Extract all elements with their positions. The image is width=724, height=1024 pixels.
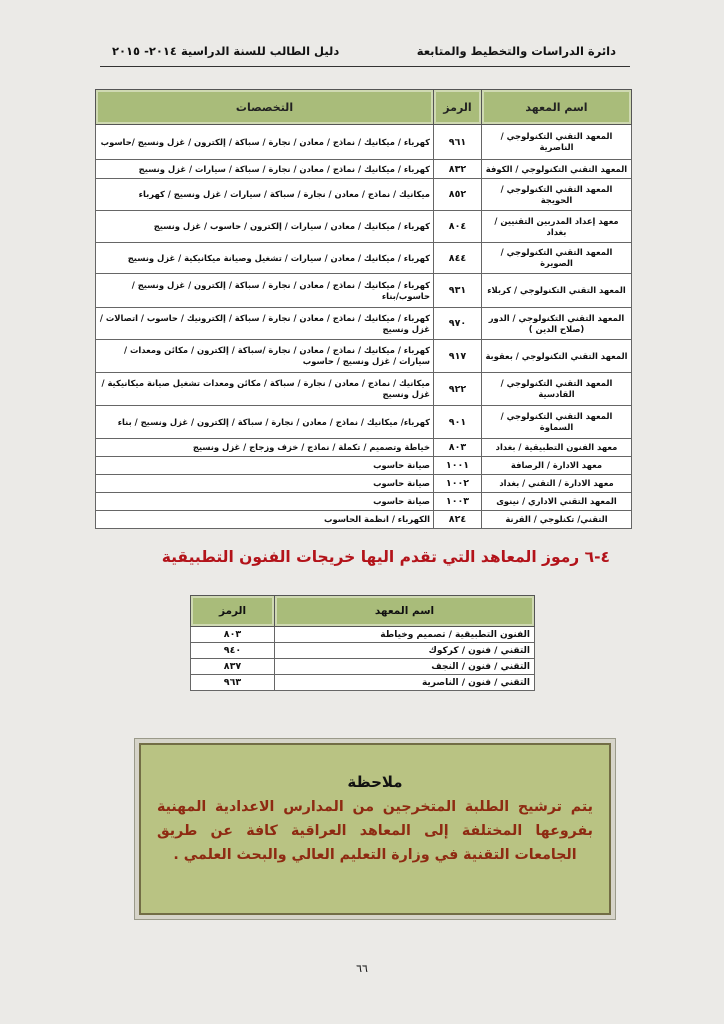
code-cell: ١٠٠١ xyxy=(434,457,482,475)
page-number: ٦٦ xyxy=(356,962,368,975)
specializations-cell: كهرباء / ميكانيك / معادن / سيارات / إلكترون / حاسوب / غزل ونسيج xyxy=(96,211,434,243)
table-row xyxy=(96,406,632,439)
institute-cell: المعهد التقني التكنولوجي / بعقوبة xyxy=(482,340,632,373)
table-row xyxy=(96,340,632,373)
institute-cell: المعهد التقني التكنولوجي / الناصرية xyxy=(482,125,632,160)
code-cell: ٩٦١ xyxy=(434,125,482,160)
table-row xyxy=(96,439,632,457)
institute-cell: التقني / فنون / الناصرية xyxy=(275,675,535,691)
specializations-cell: صيانة حاسوب xyxy=(96,475,434,493)
specializations-cell: كهرباء / ميكانيك / نماذج / معادن / نجارة /سباكة / إلكترون / مكائن ومعدات / سيارات / غزل ونسيج / حاسوب xyxy=(96,340,434,373)
table-row xyxy=(96,243,632,274)
section-title: ٤-٦ رموز المعاهد التي تقدم اليها خريجات الفنون التطبيقية xyxy=(161,548,610,566)
specializations-cell: كهرباء / ميكانيك / نماذج / معادن / نجارة / سباكة / إلكترون / غزل ونسيج /حاسوب xyxy=(96,125,434,160)
table-row xyxy=(96,211,632,243)
table-row xyxy=(96,511,632,529)
header-code: الرمز xyxy=(191,596,275,627)
code-cell: ٨٣٧ xyxy=(191,659,275,675)
institute-cell: معهد الادارة / التقني / بغداد xyxy=(482,475,632,493)
specializations-cell: خياطة وتصميم / تكملة / نماذج / خزف وزجاج / غزل ونسيج xyxy=(96,439,434,457)
applied-arts-institutes-table xyxy=(190,595,535,691)
institute-cell: المعهد التقني التكنولوجي / الحويجة xyxy=(482,179,632,211)
institute-cell: المعهد التقني التكنولوجي / القادسية xyxy=(482,373,632,406)
institute-cell: التقني / فنون / كركوك xyxy=(275,643,535,659)
table-row xyxy=(96,274,632,308)
note-body: يتم ترشيح الطلبة المتخرجين من المدارس الاعدادية المهنية بفروعها المختلفة إلى المعاهد العراقية كافة عن طريق الجامعات التقنية في وزارة التعليم العالي والبحث العلمي . xyxy=(157,799,593,863)
table-row xyxy=(96,493,632,511)
header-divider xyxy=(100,66,630,67)
code-cell: ٨٠٣ xyxy=(191,627,275,643)
specializations-cell: كهرباء / ميكانيك / نماذج / معادن / نجارة / سباكة / إلكترونيك / حاسوب / اتصالات / غزل ونسيج xyxy=(96,308,434,340)
header-institute: اسم المعهد xyxy=(482,90,632,125)
table-row xyxy=(96,475,632,493)
institute-cell: المعهد التقني التكنولوجي / السماوة xyxy=(482,406,632,439)
institute-cell: المعهد التقني الاداري / نينوى xyxy=(482,493,632,511)
header-specializations: التخصصات xyxy=(96,90,434,125)
note-title: ملاحظة xyxy=(347,773,403,791)
table-row xyxy=(191,643,535,659)
code-cell: ٨٣٢ xyxy=(434,160,482,179)
specializations-cell: ميكانيك / نماذج / معادن / نجارة / سباكة / سيارات / غزل ونسيج / كهرباء xyxy=(96,179,434,211)
code-cell: ٩٠١ xyxy=(434,406,482,439)
institute-cell: الفنون التطبيقية / تصميم وخياطة xyxy=(275,627,535,643)
header-code: الرمز xyxy=(434,90,482,125)
specializations-cell: الكهرباء / انظمة الحاسوب xyxy=(96,511,434,529)
institutes-specializations-table xyxy=(95,89,632,529)
specializations-cell: صيانة حاسوب xyxy=(96,457,434,475)
note-box xyxy=(139,743,611,915)
code-cell: ٨٠٤ xyxy=(434,211,482,243)
header-department: دائرة الدراسات والتخطيط والمتابعة xyxy=(416,44,616,58)
code-cell: ٩٦٣ xyxy=(191,675,275,691)
specializations-cell: كهرباء / ميكانيك / نماذج / معادن / نجارة / سباكة / سيارات / غزل ونسيج xyxy=(96,160,434,179)
institute-cell: المعهد التقني التكنولوجي / الدور (صلاح الدين ) xyxy=(482,308,632,340)
table-row xyxy=(191,659,535,675)
specializations-cell: كهرباء / ميكانيك / معادن / سيارات / تشغيل وصيانة ميكانيكية / غزل ونسيج xyxy=(96,243,434,274)
table-row xyxy=(96,179,632,211)
table-row xyxy=(191,675,535,691)
code-cell: ٨٢٤ xyxy=(434,511,482,529)
table-header-row xyxy=(191,596,535,627)
institute-cell: المعهد التقني التكنولوجي / كربلاء xyxy=(482,274,632,308)
institute-cell: المعهد التقني التكنولوجي / الصويرة xyxy=(482,243,632,274)
header-institute: اسم المعهد xyxy=(275,596,535,627)
code-cell: ١٠٠٢ xyxy=(434,475,482,493)
table-row xyxy=(96,457,632,475)
institute-cell: التقني/ تكنلوجي / القرنة xyxy=(482,511,632,529)
code-cell: ٩٢٢ xyxy=(434,373,482,406)
code-cell: ٩١٧ xyxy=(434,340,482,373)
institute-cell: معهد إعداد المدربين التقنيين / بغداد xyxy=(482,211,632,243)
code-cell: ٩٧٠ xyxy=(434,308,482,340)
code-cell: ٨٤٤ xyxy=(434,243,482,274)
table-row xyxy=(96,373,632,406)
specializations-cell: كهرباء / ميكانيك / نماذج / معادن / نجارة / سباكة / إلكترون / غزل ونسيج / حاسوب/بناء xyxy=(96,274,434,308)
institute-cell: التقني / فنون / النجف xyxy=(275,659,535,675)
code-cell: ٨٠٣ xyxy=(434,439,482,457)
code-cell: ٩٣١ xyxy=(434,274,482,308)
table-row xyxy=(96,125,632,160)
specializations-cell: ميكانيك / نماذج / معادن / نجارة / سباكة / مكائن ومعدات تشغيل صيانة ميكانيكية / غزل ونسيج xyxy=(96,373,434,406)
table-row xyxy=(191,627,535,643)
header-guide-title: دليل الطالب للسنة الدراسية ٢٠١٤- ٢٠١٥ xyxy=(112,44,340,58)
table-row xyxy=(96,160,632,179)
specializations-cell: صيانة حاسوب xyxy=(96,493,434,511)
code-cell: ٩٤٠ xyxy=(191,643,275,659)
institute-cell: معهد الفنون التطبيقية / بغداد xyxy=(482,439,632,457)
code-cell: ٨٥٢ xyxy=(434,179,482,211)
specializations-cell: كهرباء/ ميكانيك / نماذج / معادن / نجارة / سباكة / إلكترون / غزل ونسيج / بناء xyxy=(96,406,434,439)
institute-cell: المعهد التقني التكنولوجي / الكوفة xyxy=(482,160,632,179)
code-cell: ١٠٠٣ xyxy=(434,493,482,511)
table-row xyxy=(96,308,632,340)
institute-cell: معهد الادارة / الرصافة xyxy=(482,457,632,475)
table-header-row xyxy=(96,90,632,125)
